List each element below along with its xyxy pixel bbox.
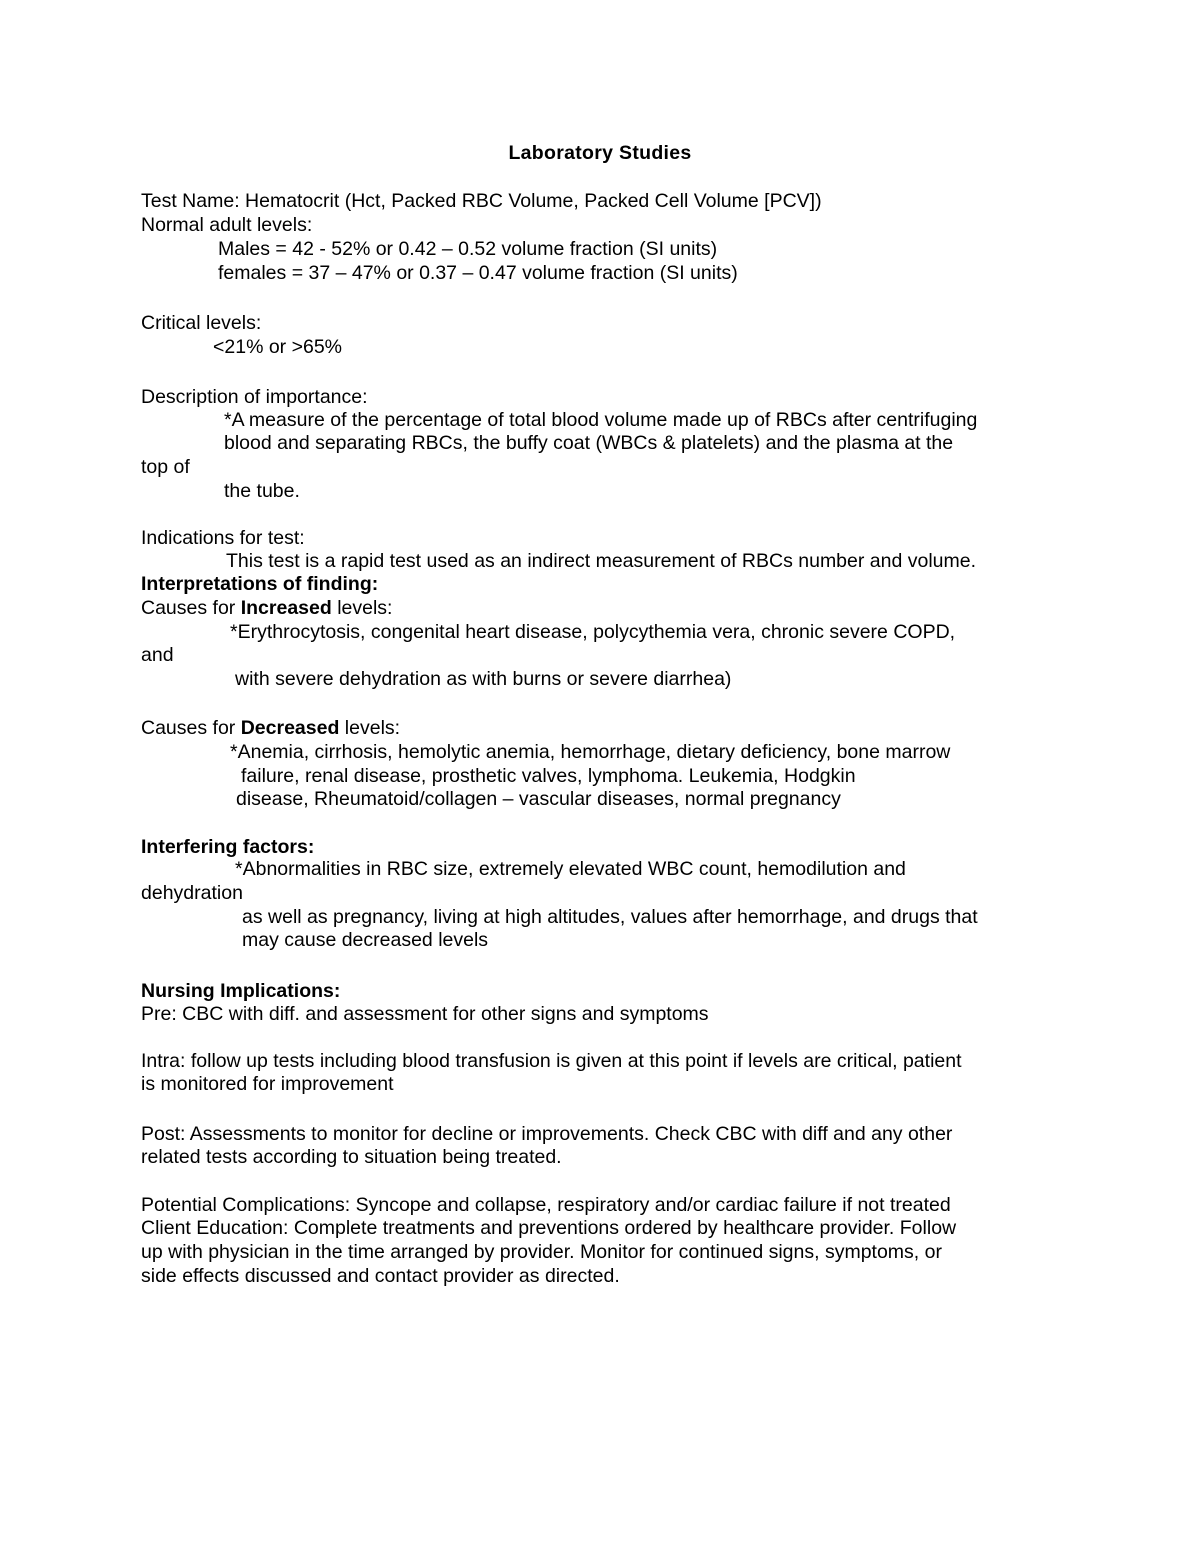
increased-causes-line: *Erythrocytosis, congenital heart disease, polycythemia vera, chronic severe COPD, — [230, 621, 956, 643]
description-heading: Description of importance: — [141, 386, 368, 408]
test-name: Test Name: Hematocrit (Hct, Packed RBC Volume, Packed Cell Volume [PCV]) — [141, 190, 822, 212]
decreased-suffix: levels: — [339, 717, 401, 739]
nursing-heading: Nursing Implications: — [141, 980, 341, 1002]
nursing-post: related tests according to situation being treated. — [141, 1146, 562, 1168]
decreased-causes-heading — [141, 717, 400, 740]
interfering-line: dehydration — [141, 882, 243, 904]
client-education-line: side effects discussed and contact provider as directed. — [141, 1265, 620, 1287]
indications-line: This test is a rapid test used as an indirect measurement of RBCs number and volume. — [226, 550, 977, 572]
description-line: blood and separating RBCs, the buffy coat (WBCs & platelets) and the plasma at the — [224, 432, 954, 454]
critical-levels-value: <21% or >65% — [213, 336, 343, 358]
increased-suffix: levels: — [331, 597, 393, 619]
nursing-post: Post: Assessments to monitor for decline or improvements. Check CBC with diff and any other — [141, 1123, 953, 1145]
increased-causes-line: and — [141, 644, 174, 666]
interfering-line: as well as pregnancy, living at high altitudes, values after hemorrhage, and drugs that — [242, 906, 978, 928]
interfering-line: may cause decreased levels — [242, 929, 489, 951]
decreased-causes-line: failure, renal disease, prosthetic valves, lymphoma. Leukemia, Hodgkin — [241, 765, 856, 787]
decreased-causes-line: disease, Rheumatoid/collagen – vascular diseases, normal pregnancy — [236, 788, 841, 810]
interpretations-heading: Interpretations of finding: — [141, 573, 379, 595]
decreased-causes-line: *Anemia, cirrhosis, hemolytic anemia, hemorrhage, dietary deficiency, bone marrow — [230, 741, 951, 763]
decreased-prefix: Causes for — [141, 717, 241, 739]
description-line: top of — [141, 456, 190, 478]
normal-levels-females: females = 37 – 47% or 0.37 – 0.47 volume fraction (SI units) — [218, 262, 738, 284]
normal-levels-males: Males = 42 - 52% or 0.42 – 0.52 volume fraction (SI units) — [218, 238, 718, 260]
client-education-line: Client Education: Complete treatments and preventions ordered by healthcare provider. Follow — [141, 1217, 957, 1239]
description-line: the tube. — [224, 480, 300, 502]
description-line: *A measure of the percentage of total blood volume made up of RBCs after centrifuging — [224, 409, 978, 431]
page-title: Laboratory Studies — [508, 142, 692, 164]
indications-heading: Indications for test: — [141, 527, 305, 549]
interfering-heading: Interfering factors: — [141, 836, 315, 858]
increased-causes-line: with severe dehydration as with burns or severe diarrhea) — [235, 668, 732, 690]
nursing-intra: Intra: follow up tests including blood transfusion is given at this point if levels are critical, patient — [141, 1050, 962, 1072]
increased-prefix: Causes for — [141, 597, 241, 619]
increased-causes-heading — [141, 597, 392, 620]
critical-levels-heading: Critical levels: — [141, 312, 262, 334]
increased-label: Increased — [240, 597, 332, 619]
normal-levels-heading: Normal adult levels: — [141, 214, 313, 236]
nursing-intra: is monitored for improvement — [141, 1073, 394, 1095]
decreased-label: Decreased — [240, 717, 340, 739]
interfering-line: *Abnormalities in RBC size, extremely elevated WBC count, hemodilution and — [235, 858, 906, 880]
potential-complications: Potential Complications: Syncope and collapse, respiratory and/or cardiac failure if not treated — [141, 1194, 951, 1216]
client-education-line: up with physician in the time arranged by provider. Monitor for continued signs, symptoms, or — [141, 1241, 942, 1263]
nursing-pre: Pre: CBC with diff. and assessment for other signs and symptoms — [141, 1003, 709, 1025]
